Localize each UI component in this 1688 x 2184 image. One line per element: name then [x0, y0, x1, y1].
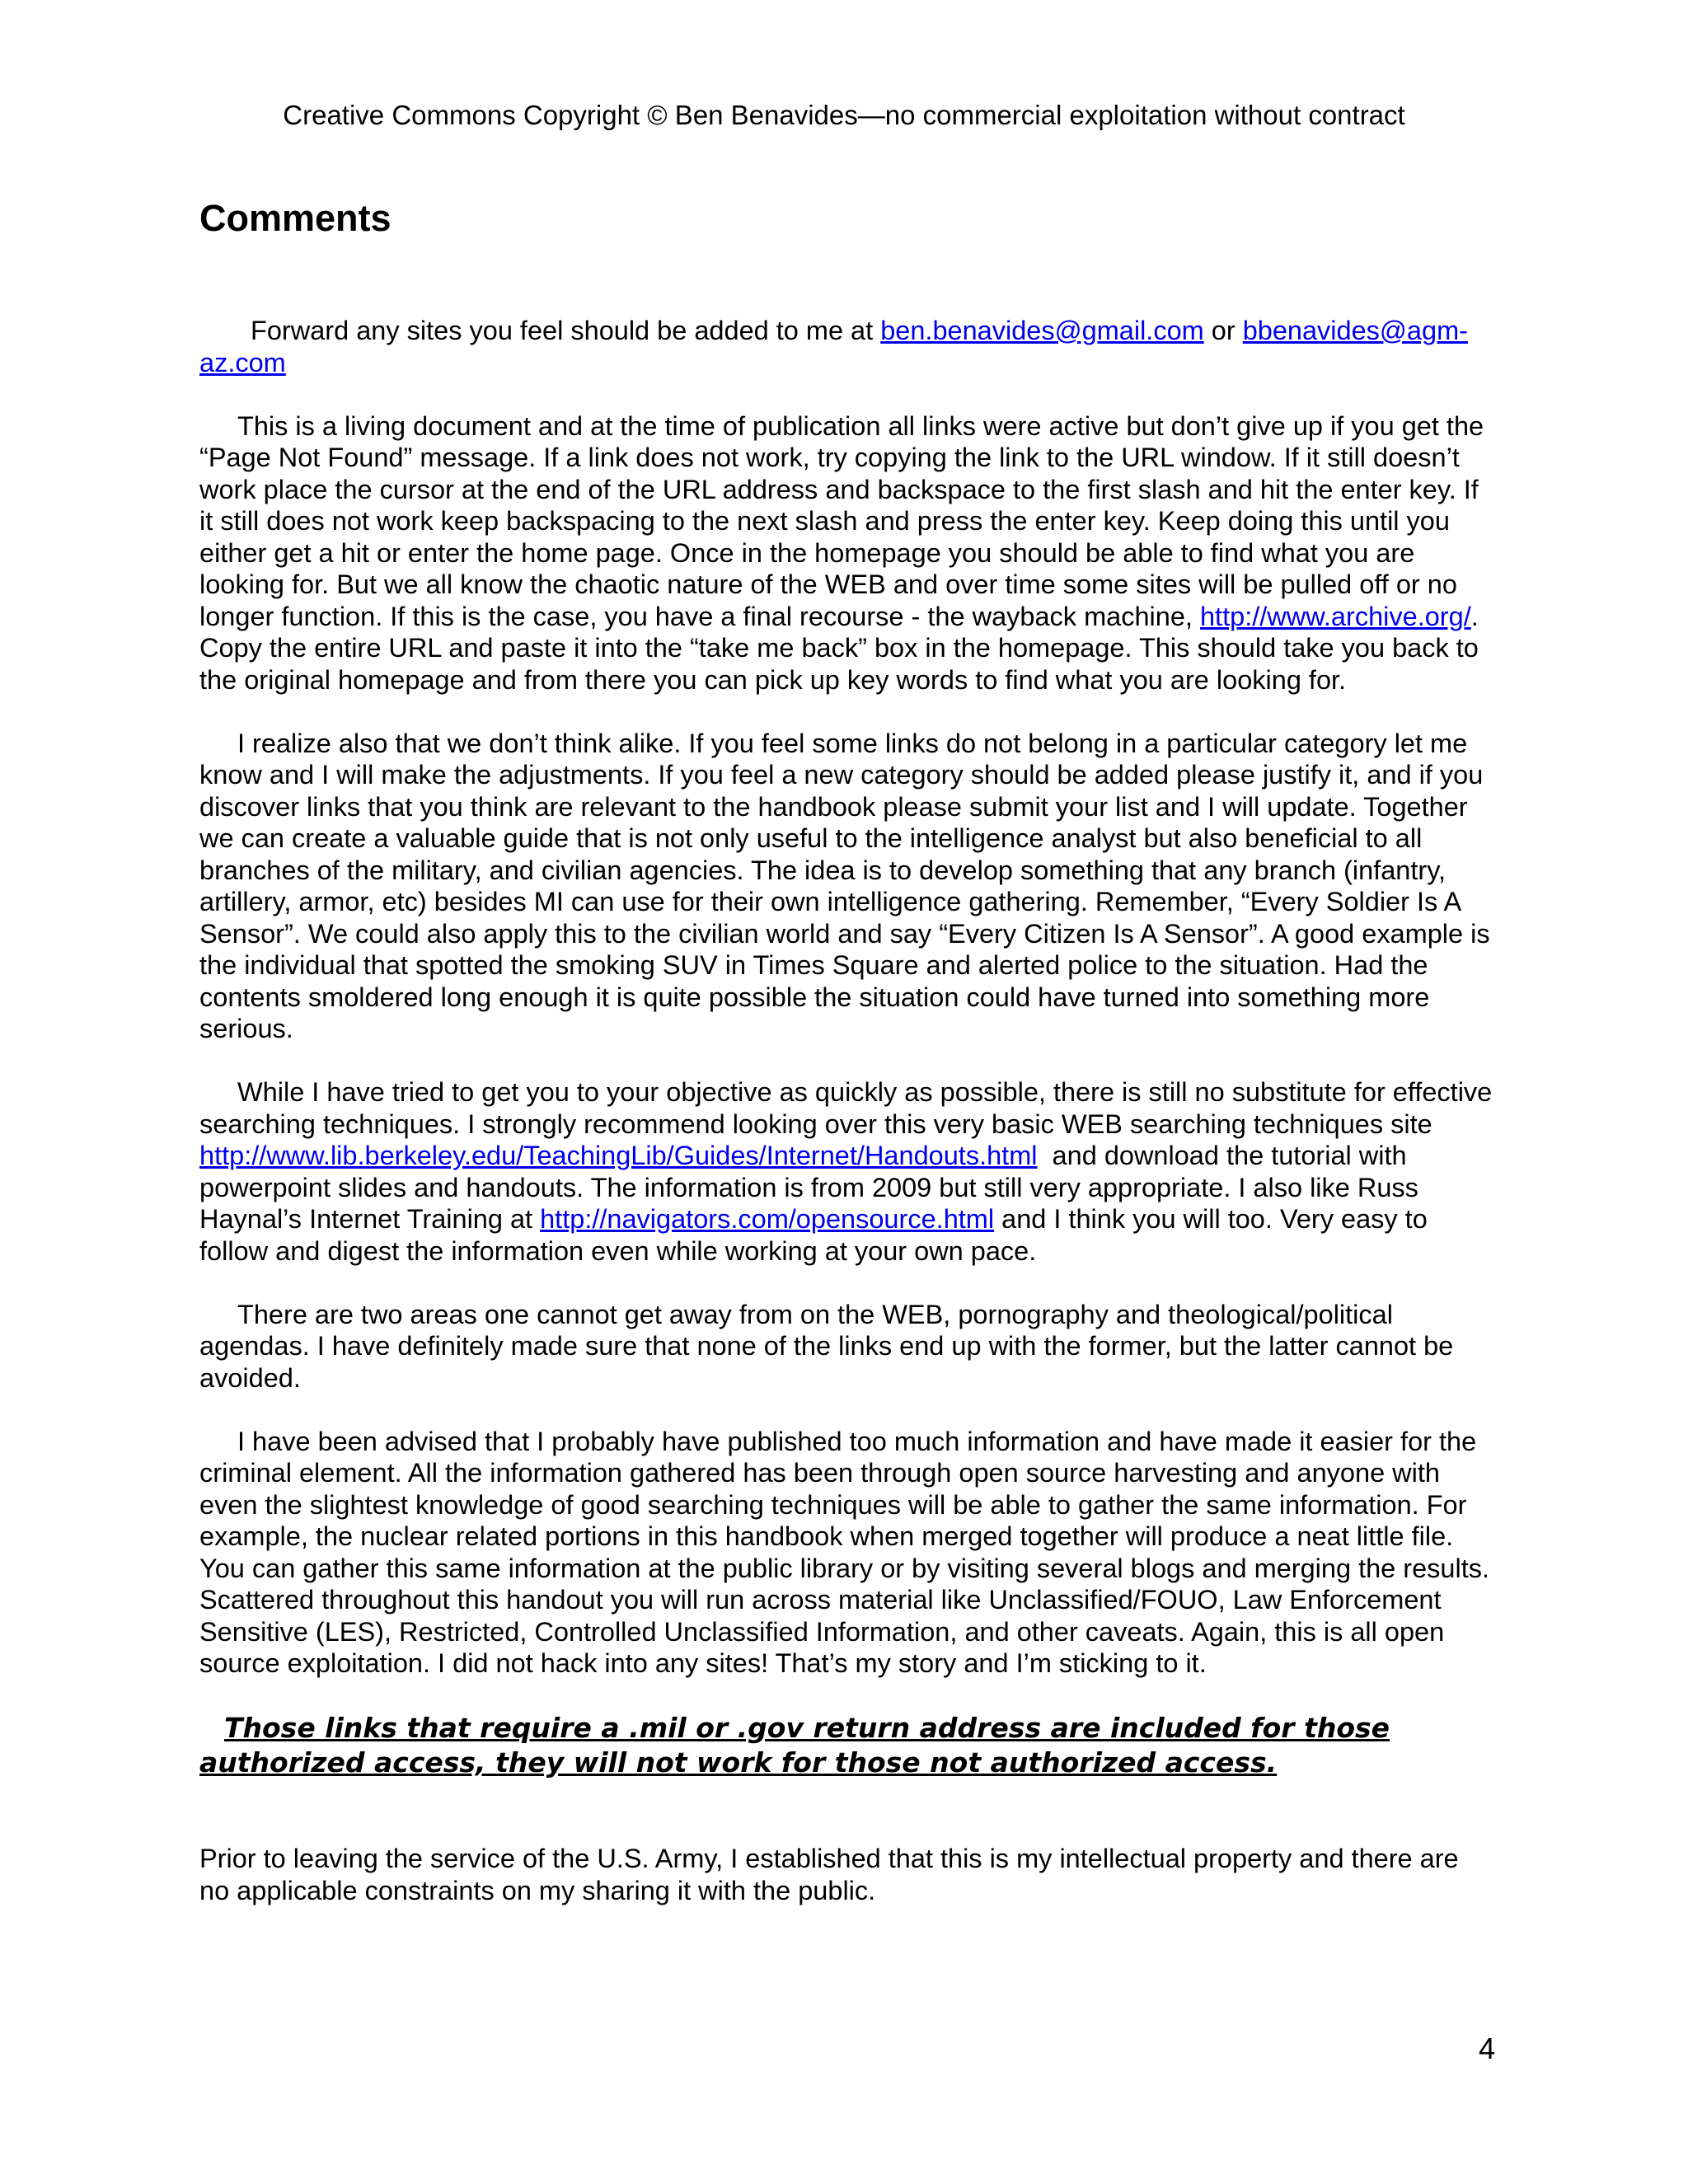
paragraph-open-source: I have been advised that I probably have published too much information and have made it easier for the criminal element. All the information gathered has been through open source harvesting and anyone with even the slightest knowledge of good searching techniques will be able to gather the same information. For example, the nuclear related portions in this handbook when merged together will produce a neat little file. You can gather this same information at the public library or by visiting several blogs and merging the results. Scattered throughout this handout you will run across material like Unclassified/FOUO, Law Enforcement Sensitive (LES), Restricted, Controlled Unclassified Information, and other caveats. Again, this is all open source exploitation. I did not hack into any sites! That’s my story and I’m sticking to it.: [199, 1426, 1490, 1678]
page-title: Comments: [199, 197, 392, 239]
copyright-header: Creative Commons Copyright © Ben Benavides—no commercial exploitation without contract: [283, 100, 1405, 130]
paragraph-living-document-text: This is a living document and at the time of publication all links were active but don’t give up if you get the “Page Not Found” message. If a link does not work, try copying the link to the URL window. If it still doesn’t work place the cursor at the end of the URL address and backspace to the first slash and hit the enter key. If it still does not work keep backspacing to the next slash and press the enter key. Keep doing this until you either get a hit or enter the home page. Once in the homepage you should be able to find what you are looking for. But we all know the chaotic nature of the WEB and over time some sites will be pulled off or no longer function. If this is the case, you have a final recourse - the wayback machine,: [199, 410, 1484, 631]
paragraph-search-techniques-middle: and download the tutorial with powerpoint slides and handouts. The information is from 2009 but still very appropriate. I also like Russ Haynal’s Internet Training at: [199, 1141, 1426, 1234]
paragraph-search-techniques-text: While I have tried to get you to your objective as quickly as possible, there is still no substitute for effective searching techniques. I strongly recommend looking over this very basic WEB searching techniques site: [199, 1077, 1493, 1139]
paragraph-search-techniques: [199, 1076, 1493, 1267]
paragraph-contact-or: or: [1203, 316, 1243, 345]
email-link-agm[interactable]: bbenavides@agm-az.com: [199, 316, 1468, 377]
paragraph-web-areas: There are two areas one cannot get away from on the WEB, pornography and theological/political agendas. I have definitely made sure that none of the links end up with the former, but the latter cannot be avoided.: [199, 1299, 1454, 1393]
email-link-gmail[interactable]: ben.benavides@gmail.com: [880, 316, 1204, 345]
comments-body: [199, 315, 1493, 1938]
paragraph-contact-text: Forward any sites you feel should be added to me at: [251, 316, 881, 345]
paragraph-categories: I realize also that we don’t think alike. If you feel some links do not belong in a particular category let me know and I will make the adjustments. If you feel a new category should be added please justify it, and if you discover links that you think are relevant to the handbook please submit your list and I will update. Together we can create a valuable guide that is not only useful to the intelligence analyst but also beneficial to all branches of the military, and civilian agencies. The idea is to develop something that any branch (infantry, artillery, armor, etc) besides MI can use for their own intelligence gathering. Remember, “Every Soldier Is A Sensor”. We could also apply this to the civilian world and say “Every Citizen Is A Sensor”. A good example is the individual that spotted the smoking SUV in Times Square and alerted police to the situation. Had the contents smoldered long enough it is quite possible the situation could have turned into something more serious.: [199, 728, 1490, 1043]
paragraph-living-document-text-after: . Copy the entire URL and paste it into the “take me back” box in the homepage. This should take you back to the original homepage and from there you can pick up key words to find what you are looking for.: [199, 601, 1479, 695]
berkeley-link[interactable]: http://www.lib.berkeley.edu/TeachingLib/Guides/Internet/Handouts.html: [199, 1141, 1038, 1170]
page-number: 4: [1478, 2032, 1495, 2065]
paragraph-contact: [199, 315, 1493, 378]
archive-link[interactable]: http://www.archive.org/: [1199, 601, 1471, 631]
navigators-link[interactable]: http://navigators.com/opensource.html: [540, 1204, 995, 1234]
access-notice: Those links that require a .mil or .gov return address are included for those authorized access, they will not work for those not authorized access.: [199, 1712, 1390, 1779]
paragraph-search-techniques-after: and I think you will too. Very easy to follow and digest the information even while working at your own pace.: [199, 1204, 1428, 1266]
paragraph-living-document: [199, 410, 1493, 696]
paragraph-intellectual-property: Prior to leaving the service of the U.S. Army, I established that this is my intellectual property and there are no applicable constraints on my sharing it with the public.: [199, 1844, 1459, 1905]
